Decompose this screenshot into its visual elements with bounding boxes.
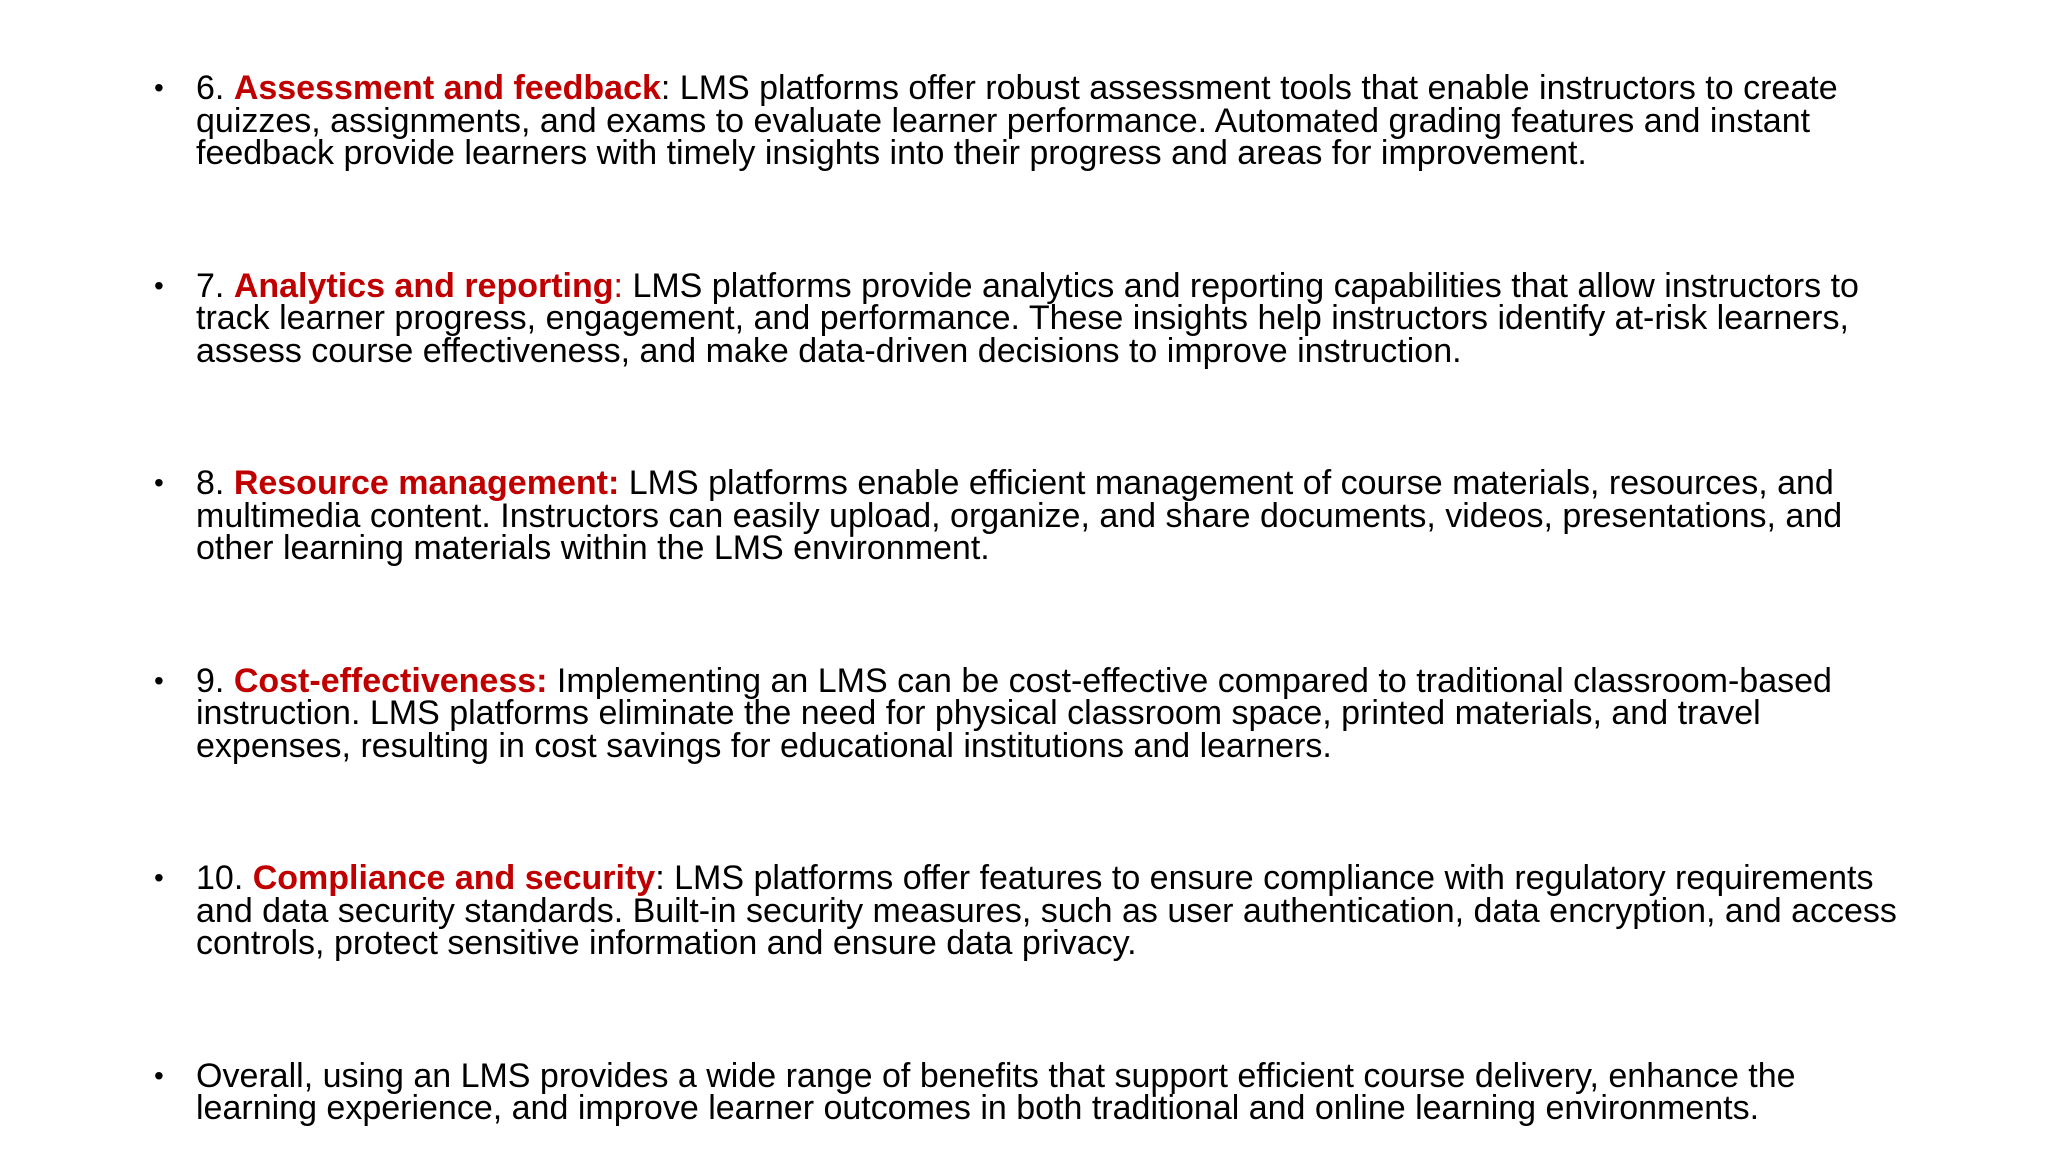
item-text: LMS platforms enable efficient management of course materials, resources, and multimedia content. Instructors can easily upload, organize, and share documents, videos, presentations, and other learning materials within the LMS environment. (196, 464, 1843, 567)
bullet-dot-icon: • (154, 269, 164, 301)
bullet-list (154, 69, 1914, 1127)
item-number: 8. (196, 464, 234, 502)
item-keyword: Compliance and security (252, 859, 656, 897)
item-keyword: Resource management: (233, 464, 620, 502)
item-text: LMS platforms offer features to ensure compliance with regulatory requirements and data security standards. Built-in security measures, such as user authentication, data encryption, and access controls, protect sensitive information and ensure data privacy. (196, 859, 1897, 962)
bullet-item-compliance-and-security (154, 859, 1914, 962)
bullet-item-overall (154, 1056, 1914, 1127)
item-separator: : (536, 661, 548, 700)
bullet-item-assessment-and-feedback (154, 69, 1914, 172)
item-separator: : (660, 69, 671, 107)
item-number: 10. (196, 859, 253, 897)
bullet-item-cost-effectiveness (154, 661, 1914, 765)
item-text: LMS platforms offer robust assessment tools that enable instructors to create quizzes, assignments, and exams to evaluate learner performance. Automated grading features and instant feedback provide learners with timely insights into their progress and areas for improvement. (196, 69, 1838, 172)
bullet-item-analytics-and-reporting (154, 266, 1914, 370)
item-separator: : (655, 859, 665, 897)
item-separator: : (613, 266, 623, 305)
item-number: 6. (196, 69, 234, 107)
bullet-dot-icon: • (154, 72, 164, 103)
bullet-dot-icon: • (154, 467, 164, 498)
item-keyword: Cost-effectiveness (233, 661, 537, 700)
item-number: 7. (196, 266, 234, 305)
item-text: Overall, using an LMS provides a wide range of benefits that support efficient course delivery, enhance the learning experience, and improve learner outcomes in both traditional and online learning environments. (196, 1056, 1796, 1127)
item-text: LMS platforms provide analytics and reporting capabilities that allow instructors to track learner progress, engagement, and performance. These insights help instructors identify at-risk learners, assess course effectiveness, and make data-driven decisions to improve instruction. (196, 266, 1859, 370)
bullet-dot-icon: • (154, 862, 164, 893)
item-keyword: Assessment and feedback (233, 69, 661, 107)
item-keyword: Analytics and reporting (233, 266, 614, 305)
item-number: 9. (196, 661, 234, 700)
bullet-item-resource-management (154, 464, 1914, 567)
bullet-dot-icon: • (154, 1059, 164, 1091)
bullet-dot-icon: • (154, 664, 164, 696)
item-text: Implementing an LMS can be cost-effective compared to traditional classroom-based instruction. LMS platforms eliminate the need for physical classroom space, printed materials, and travel expenses, resulting in cost savings for educational institutions and learners. (196, 661, 1832, 765)
